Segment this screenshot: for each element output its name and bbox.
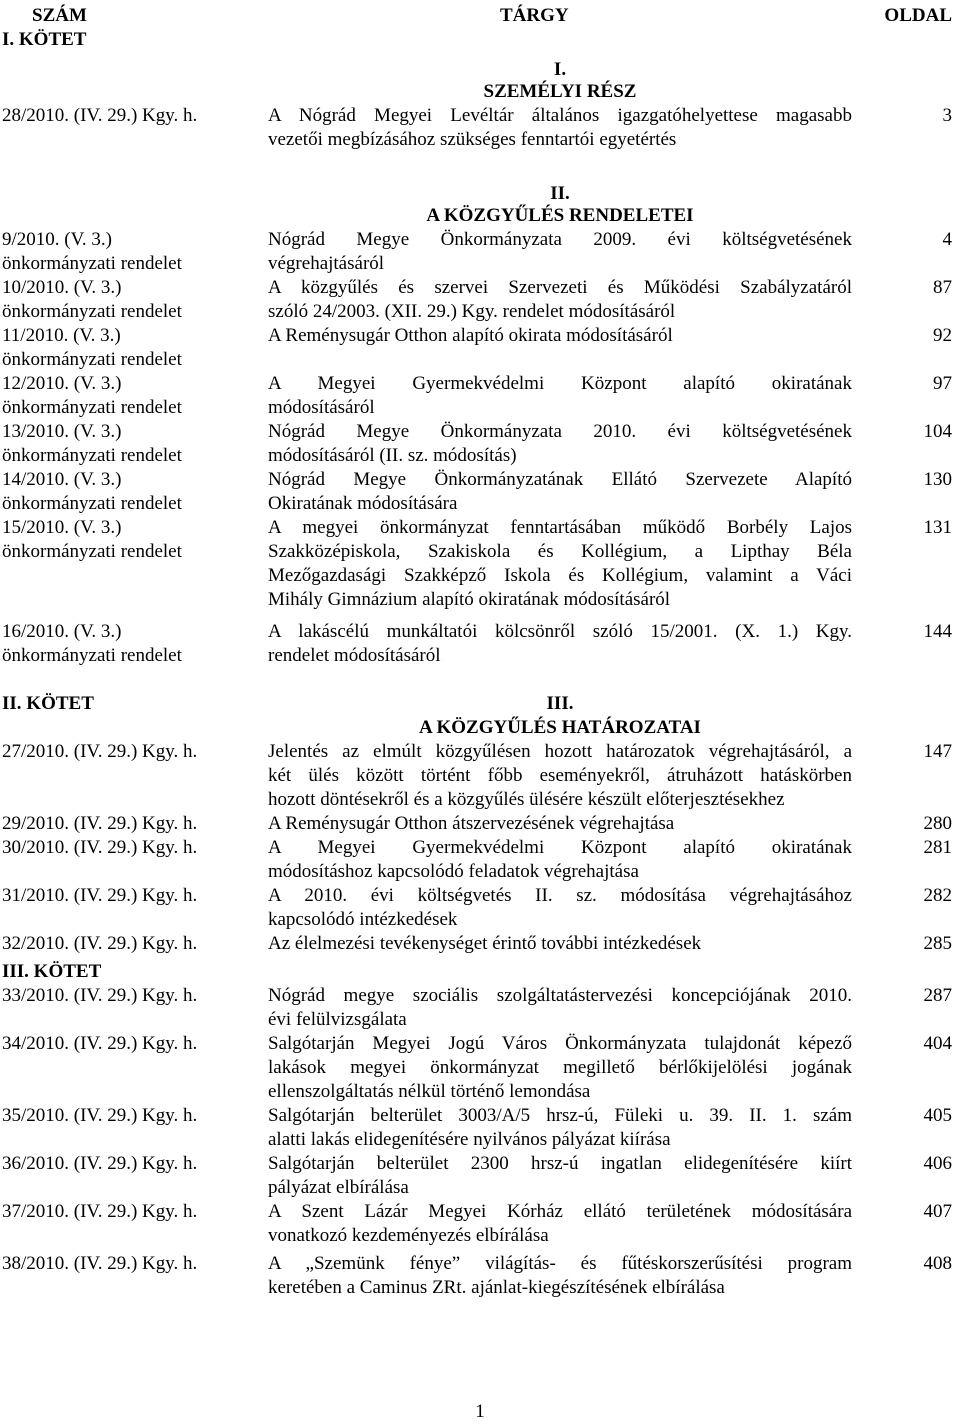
entry-number-line: önkormányzati rendelet (2, 349, 182, 370)
entry-subject (268, 740, 852, 812)
entry-subject (268, 1252, 852, 1300)
volume-3-heading: III. KÖTET (2, 961, 102, 982)
section-2-title: A KÖZGYŰLÉS RENDELETEI (426, 205, 694, 226)
section-1-title: SZEMÉLYI RÉSZ (483, 81, 637, 102)
entry-page: 131 (923, 517, 952, 538)
entry-number-line: önkormányzati rendelet (2, 493, 182, 514)
entry-number-line: 11/2010. (V. 3.) (2, 325, 121, 346)
entry-subject-line: Jelentés az elmúlt közgyűlésen hozott határozatok végrehajtásáról, a (268, 741, 852, 762)
entry-number-line: 13/2010. (V. 3.) (2, 421, 122, 442)
entry-subject (268, 276, 852, 324)
entry-subject-line: két ülés között történt főbb eseményekről, átruházott hatáskörben (268, 765, 852, 786)
entry-subject-line: Salgótarján belterület 2300 hrsz-ú ingatlan elidegenítésére kiírt (268, 1153, 852, 1174)
entry-subject-line: vonatkozó kezdeményezés elbírálása (268, 1225, 549, 1246)
entry-subject-line: A közgyűlés és szervei Szervezeti és Működési Szabályzatáról (268, 277, 852, 298)
entry-page: 405 (923, 1105, 952, 1126)
entry-page: 97 (933, 373, 952, 394)
entry-number-line: 15/2010. (V. 3.) (2, 517, 122, 538)
entry-subject-line: A Megyei Gyermekvédelmi Központ alapító okiratának (268, 373, 852, 394)
entry-subject-line: kapcsolódó intézkedések (268, 909, 458, 930)
entry-number (2, 420, 262, 468)
entry-number-line: 31/2010. (IV. 29.) Kgy. h. (2, 885, 198, 906)
entry-number-line: 10/2010. (V. 3.) (2, 277, 122, 298)
entry-number-line: 30/2010. (IV. 29.) Kgy. h. (2, 837, 198, 858)
entry-subject-line: ellenszolgáltatás nélkül történő lemondása (268, 1081, 591, 1102)
entry-subject-line: A megyei önkormányzat fenntartásában működő Borbély Lajos (268, 517, 852, 538)
entry-subject-line: keretében a Caminus ZRt. ajánlat-kiegészítésének elbírálása (268, 1277, 725, 1298)
entry-subject-line: A Szent Lázár Megyei Kórház ellátó területének módosítására (268, 1201, 852, 1222)
entry-subject-line: végrehajtásáról (268, 253, 385, 274)
entry-subject (268, 516, 852, 612)
entry-number (2, 740, 262, 764)
entry-subject-line: Nógrád Megye Önkormányzata 2010. évi költségvetésének (268, 421, 852, 442)
entry-number-line: 34/2010. (IV. 29.) Kgy. h. (2, 1033, 198, 1054)
section-3-number: III. (546, 693, 574, 714)
entry-page: 404 (923, 1033, 952, 1054)
entry-number (2, 620, 262, 668)
entry-number (2, 372, 262, 420)
page-number: 1 (475, 1401, 485, 1422)
entry-page: 287 (923, 985, 952, 1006)
entry-number (2, 884, 262, 908)
entry-subject-line: Nógrád megye szociális szolgáltatástervezési koncepciójának 2010. (268, 985, 852, 1006)
entry-subject-line: A Nógrád Megyei Levéltár általános igazgatóhelyettese magasabb (268, 105, 852, 126)
entry-page: 92 (933, 325, 952, 346)
entry-subject (268, 812, 852, 836)
entry-number (2, 516, 262, 564)
entry-subject-line: Az élelmezési tevékenységet érintő további intézkedések (268, 933, 702, 954)
entry-subject (268, 324, 852, 348)
volume-1-heading: I. KÖTET (2, 29, 87, 50)
entry-number-line: 9/2010. (V. 3.) (2, 229, 112, 250)
entry-subject-line: szóló 24/2003. (XII. 29.) Kgy. rendelet módosításáról (268, 301, 676, 322)
entry-number-line: 28/2010. (IV. 29.) Kgy. h. (2, 105, 198, 126)
entry-subject (268, 104, 852, 152)
table-header (0, 4, 960, 30)
entry-number-line: önkormányzati rendelet (2, 445, 182, 466)
entry-number-line: 38/2010. (IV. 29.) Kgy. h. (2, 1253, 198, 1274)
entry-subject-line: Salgótarján Megyei Jogú Város Önkormányzata tulajdonát képező (268, 1033, 852, 1054)
entry-page: 130 (923, 469, 952, 490)
entry-page: 408 (923, 1253, 952, 1274)
section-2-number: II. (550, 183, 570, 204)
entry-number-line: 33/2010. (IV. 29.) Kgy. h. (2, 985, 198, 1006)
entry-subject-line: A 2010. évi költségvetés II. sz. módosítása végrehajtásához (268, 885, 852, 906)
entry-subject-line: vezetői megbízásához szükséges fenntartói egyetértés (268, 129, 677, 150)
section-3-title: A KÖZGYŰLÉS HATÁROZATAI (419, 717, 701, 738)
entry-number (2, 932, 262, 956)
entry-number (2, 324, 262, 372)
entry-subject-line: módosításáról (II. sz. módosítás) (268, 445, 517, 466)
entry-page: 281 (923, 837, 952, 858)
volume-2-heading: II. KÖTET (2, 693, 94, 714)
entry-number (2, 276, 262, 324)
entry-subject (268, 1152, 852, 1200)
entry-subject-line: Mezőgazdasági Szakképző Iskola és Kollégium, valamint a Váci (268, 565, 852, 586)
entry-subject-line: A Megyei Gyermekvédelmi Központ alapító okiratának (268, 837, 852, 858)
entry-subject (268, 620, 852, 668)
entry-number (2, 1252, 262, 1276)
entry-page: 147 (923, 741, 952, 762)
entry-number-line: 16/2010. (V. 3.) (2, 621, 122, 642)
header-targy: TÁRGY (500, 5, 569, 26)
entry-number-line: önkormányzati rendelet (2, 397, 182, 418)
entry-number-line: 32/2010. (IV. 29.) Kgy. h. (2, 933, 198, 954)
entry-subject-line: Mihály Gimnázium alapító okiratának módosításáról (268, 589, 671, 610)
entry-number-line: önkormányzati rendelet (2, 645, 182, 666)
entry-subject-line: pályázat elbírálása (268, 1177, 409, 1198)
entry-page: 104 (923, 421, 952, 442)
entry-subject-line: alatti lakás elidegenítésére nyilvános pályázat kiírása (268, 1129, 671, 1150)
entry-number (2, 984, 262, 1008)
entry-subject-line: rendelet módosításáról (268, 645, 441, 666)
section-1-number: I. (553, 59, 567, 80)
entry-subject-line: lakások megyei önkormányzat megillető bérlőkijelölési jogának (268, 1057, 852, 1078)
entry-subject-line: módosításáról (268, 397, 375, 418)
entry-number-line: önkormányzati rendelet (2, 301, 182, 322)
entry-page: 406 (923, 1153, 952, 1174)
entry-subject-line: Salgótarján belterület 3003/A/5 hrsz-ú, Füleki u. 39. II. 1. szám (268, 1105, 852, 1126)
entry-number (2, 228, 262, 276)
header-oldal: OLDAL (884, 5, 952, 26)
entry-subject-line: évi felülvizsgálata (268, 1009, 407, 1030)
entry-number-line: önkormányzati rendelet (2, 253, 182, 274)
entry-number-line: 27/2010. (IV. 29.) Kgy. h. (2, 741, 198, 762)
entry-subject-line: Nógrád Megye Önkormányzatának Ellátó Szervezete Alapító (268, 469, 852, 490)
entry-page: 4 (942, 229, 952, 250)
entry-subject (268, 420, 852, 468)
entry-subject (268, 836, 852, 884)
entry-number-line: 37/2010. (IV. 29.) Kgy. h. (2, 1201, 198, 1222)
entry-number-line: 36/2010. (IV. 29.) Kgy. h. (2, 1153, 198, 1174)
entry-subject-line: Nógrád Megye Önkormányzata 2009. évi költségvetésének (268, 229, 852, 250)
entry-number (2, 812, 262, 836)
entry-number-line: 12/2010. (V. 3.) (2, 373, 122, 394)
entry-page: 87 (933, 277, 952, 298)
entry-page: 282 (923, 885, 952, 906)
entry-page: 407 (923, 1201, 952, 1222)
entry-number (2, 1104, 262, 1128)
entry-page: 3 (942, 105, 952, 126)
entry-subject (268, 884, 852, 932)
entry-subject-line: A lakáscélú munkáltatói kölcsönről szóló 15/2001. (X. 1.) Kgy. (268, 621, 852, 642)
entry-subject-line: A Reménysugár Otthon alapító okirata módosításáról (268, 325, 673, 346)
entry-number (2, 1200, 262, 1224)
entry-number-line: 35/2010. (IV. 29.) Kgy. h. (2, 1105, 198, 1126)
entry-subject (268, 1032, 852, 1104)
entry-page: 280 (923, 813, 952, 834)
entry-subject (268, 1104, 852, 1152)
entry-subject-line: Okiratának módosítására (268, 493, 458, 514)
entry-subject (268, 468, 852, 516)
entry-subject (268, 228, 852, 276)
entry-number-line: 29/2010. (IV. 29.) Kgy. h. (2, 813, 198, 834)
entry-subject-line: Szakközépiskola, Szakiskola és Kollégium, a Lipthay Béla (268, 541, 852, 562)
entry-subject (268, 1200, 852, 1248)
entry-subject (268, 372, 852, 420)
entry-page: 285 (923, 933, 952, 954)
entry-number-line: önkormányzati rendelet (2, 541, 182, 562)
entry-page: 144 (923, 621, 952, 642)
entry-number (2, 104, 262, 128)
entry-number (2, 1032, 262, 1056)
entry-number (2, 468, 262, 516)
entry-subject-line: A Reménysugár Otthon átszervezésének végrehajtása (268, 813, 675, 834)
entry-subject-line: A „Szemünk fénye” világítás- és fűtéskorszerűsítési program (268, 1253, 852, 1274)
entry-number (2, 836, 262, 860)
entry-subject-line: módosításhoz kapcsolódó feladatok végrehajtása (268, 861, 639, 882)
entry-number-line: 14/2010. (V. 3.) (2, 469, 122, 490)
header-szam: SZÁM (32, 5, 87, 26)
entry-subject-line: hozott döntésekről és a közgyűlés ülésére készült előterjesztésekhez (268, 789, 785, 810)
entry-subject (268, 984, 852, 1032)
entry-subject (268, 932, 852, 956)
entry-number (2, 1152, 262, 1176)
